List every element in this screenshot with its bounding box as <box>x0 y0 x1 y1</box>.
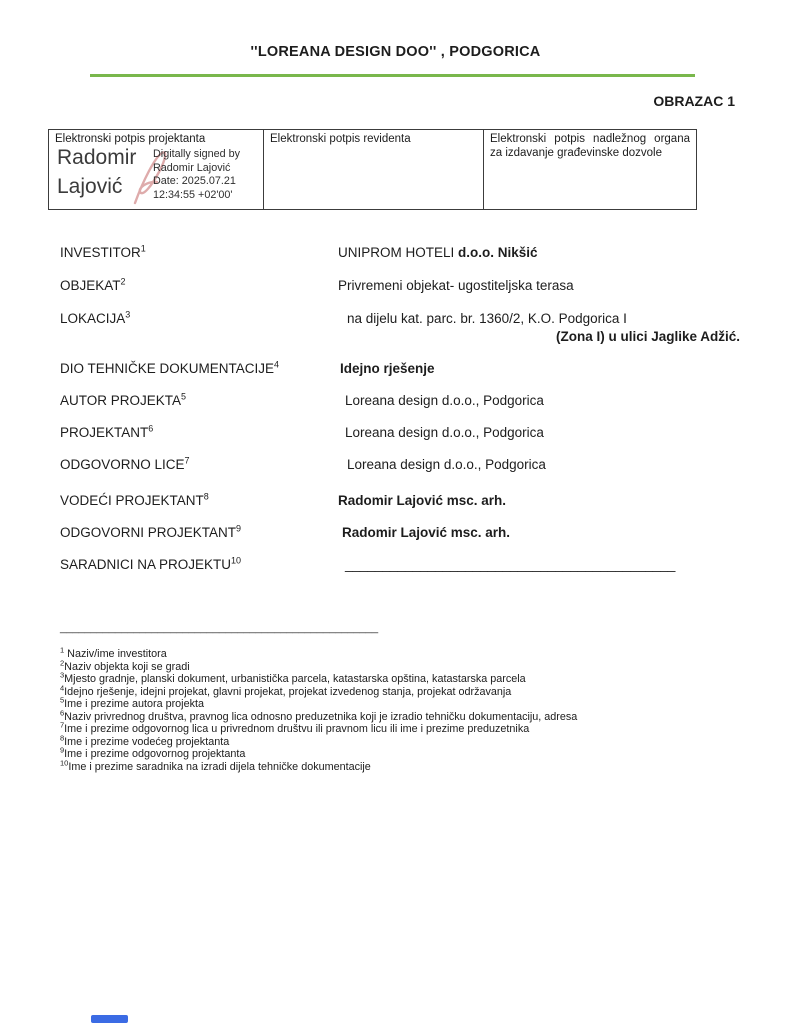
field-label-saradnici-na-projektu <box>60 557 241 572</box>
footnote-text: Naziv/ime investitora <box>64 648 167 660</box>
footnote-text: Idejno rješenje, idejni projekat, glavni projekat, projekat izvedenog stanja, projekat održavanja <box>64 685 512 698</box>
footnote-number: 1 <box>60 645 65 655</box>
footnote-text: Ime i prezime vodećeg projektanta <box>64 735 230 748</box>
field-value-odgovorni-projektant: Radomir Lajović msc. arh. <box>342 525 511 540</box>
signature-table <box>48 129 697 210</box>
field-label-text: OBJEKAT <box>60 278 121 293</box>
digital-signature-stamp[interactable] <box>49 145 251 209</box>
field-label-text: ODGOVORNO LICE <box>60 457 185 472</box>
footnote-ref: 6 <box>148 423 154 434</box>
field-label-projektant <box>60 425 153 440</box>
footnote-ref: 4 <box>274 359 280 370</box>
field-label-text: PROJEKTANT <box>60 425 149 440</box>
footnote-number: 10 <box>60 757 69 767</box>
signature-details <box>153 148 240 202</box>
footnote-item <box>60 670 740 686</box>
field-label-text: LOKACIJA <box>60 311 126 326</box>
footnote-number: 5 <box>60 695 65 705</box>
footnote-item <box>60 682 740 699</box>
footnote-text: Ime i prezime odgovornog lica u privrednom društvu ili pravnom licu ili ime i prezime preduzetnika <box>64 723 530 735</box>
page-bottom-marker <box>91 1015 128 1023</box>
field-value-odgovorno-lice: Loreana design d.o.o., Podgorica <box>347 457 546 472</box>
field-label-text: SARADNICI NA PROJEKTU <box>60 557 232 572</box>
footnote-ref: 2 <box>120 276 126 287</box>
footnote-number: 9 <box>60 745 65 755</box>
footnote-item <box>60 695 740 711</box>
signature-cell-projektant-header: Elektronski potpis projektanta <box>55 133 206 145</box>
footnote-text: Ime i prezime odgovornog projektanta <box>64 748 246 760</box>
footnote-ref: 9 <box>236 523 242 534</box>
field-value-objekat: Privremeni objekat- ugostiteljska terasa <box>338 278 574 293</box>
field-label-investitor <box>60 245 146 260</box>
field-value-vodeci-projektant: Radomir Lajović msc. arh. <box>338 493 507 508</box>
signer-name-line2: Lajović <box>57 175 123 198</box>
field-label-objekat <box>60 278 126 293</box>
footnote-ref: 8 <box>203 491 209 502</box>
signature-cell-revident-header: Elektronski potpis revidenta <box>270 133 411 145</box>
footnote-ref: 3 <box>125 309 131 320</box>
footnote-ref: 7 <box>184 455 190 466</box>
footnote-item <box>60 720 740 736</box>
footnote-item <box>60 745 740 761</box>
footnote-ref: 1 <box>140 243 146 254</box>
field-label-text: INVESTITOR <box>60 245 141 260</box>
footnote-text: Ime i prezime autora projekta <box>64 698 204 710</box>
signature-cell-revident <box>264 130 484 210</box>
signature-details-line: Digitally signed by <box>153 148 241 160</box>
green-divider <box>90 74 695 77</box>
footnote-number: 7 <box>60 720 65 730</box>
footnote-separator-line: ____________________________________________________ <box>60 622 379 634</box>
field-label-autor-projekta <box>60 393 186 408</box>
field-value-saradnici-blank-line: ____________________________________________ <box>345 557 676 572</box>
page-title: ''LOREANA DESIGN DOO'' , PODGORICA <box>250 44 541 60</box>
footnote-text: Naziv objekta koji se gradi <box>64 660 190 673</box>
signer-name <box>57 143 136 201</box>
field-label-text: DIO TEHNIČKE DOKUMENTACIJE <box>60 361 275 376</box>
signature-details-line: Date: 2025.07.21 <box>153 175 236 188</box>
field-label-odgovorni-projektant <box>60 525 241 540</box>
field-value-text-bold: d.o.o. Nikšić <box>458 245 538 260</box>
footnote-number: 4 <box>60 682 65 692</box>
footnote-item <box>60 645 740 661</box>
field-value-projektant: Loreana design d.o.o., Podgorica <box>345 425 544 440</box>
footnote-item <box>60 657 740 674</box>
field-value-investitor <box>338 245 538 260</box>
signer-name-line1: Radomir <box>57 146 137 169</box>
field-value-autor-projekta: Loreana design d.o.o., Podgorica <box>345 393 544 408</box>
signature-cell-organ-header: Elektronski potpis nadležnog organa za izdavanje građevinske dozvole <box>490 133 690 159</box>
footnote-item <box>60 757 740 774</box>
footnote-item <box>60 707 740 724</box>
footnote-text: Mjesto gradnje, planski dokument, urbanistička parcela, katastarska opština, katastarska parcela <box>64 673 526 685</box>
footnote-text: Ime i prezime saradnika na izradi dijela tehničke dokumentacije <box>68 760 371 773</box>
footnotes-block <box>60 645 740 773</box>
signature-cell-projektant <box>49 130 264 210</box>
footnote-number: 2 <box>60 657 65 667</box>
signature-details-line: Radomir Lajović <box>153 161 231 174</box>
field-label-text: VODEĆI PROJEKTANT <box>60 493 204 508</box>
field-value-lokacija-line2: (Zona I) u ulici Jaglike Adžić. <box>555 329 740 344</box>
field-label-text: AUTOR PROJEKTA <box>60 393 182 408</box>
signature-cell-organ <box>484 130 697 210</box>
field-label-lokacija <box>60 311 130 326</box>
footnote-text: Naziv privrednog društva, pravnog lica odnosno preduzetnika koji je izradio tehničku dokumentaciju, adresa <box>64 710 578 723</box>
footnote-number: 8 <box>60 732 65 742</box>
footnote-item <box>60 732 740 749</box>
field-label-odgovorno-lice <box>60 457 190 472</box>
field-value-text: UNIPROM HOTELI <box>338 245 459 260</box>
field-label-dio-tehnicke-dokumentacije <box>60 361 279 376</box>
field-value-lokacija-line1: na dijelu kat. parc. br. 1360/2, K.O. Podgorica I <box>347 311 627 326</box>
signature-details-line: 12:34:55 +02'00' <box>153 188 233 201</box>
footnote-ref: 5 <box>181 391 187 402</box>
footnote-ref: 10 <box>231 555 242 566</box>
footnote-number: 6 <box>60 707 65 717</box>
footnote-number: 3 <box>60 670 65 680</box>
form-number-label: OBRAZAC 1 <box>653 93 735 109</box>
field-label-vodeci-projektant <box>60 493 209 508</box>
field-value-dio-tehnicke-dokumentacije: Idejno rješenje <box>340 361 435 376</box>
field-label-text: ODGOVORNI PROJEKTANT <box>60 525 237 540</box>
